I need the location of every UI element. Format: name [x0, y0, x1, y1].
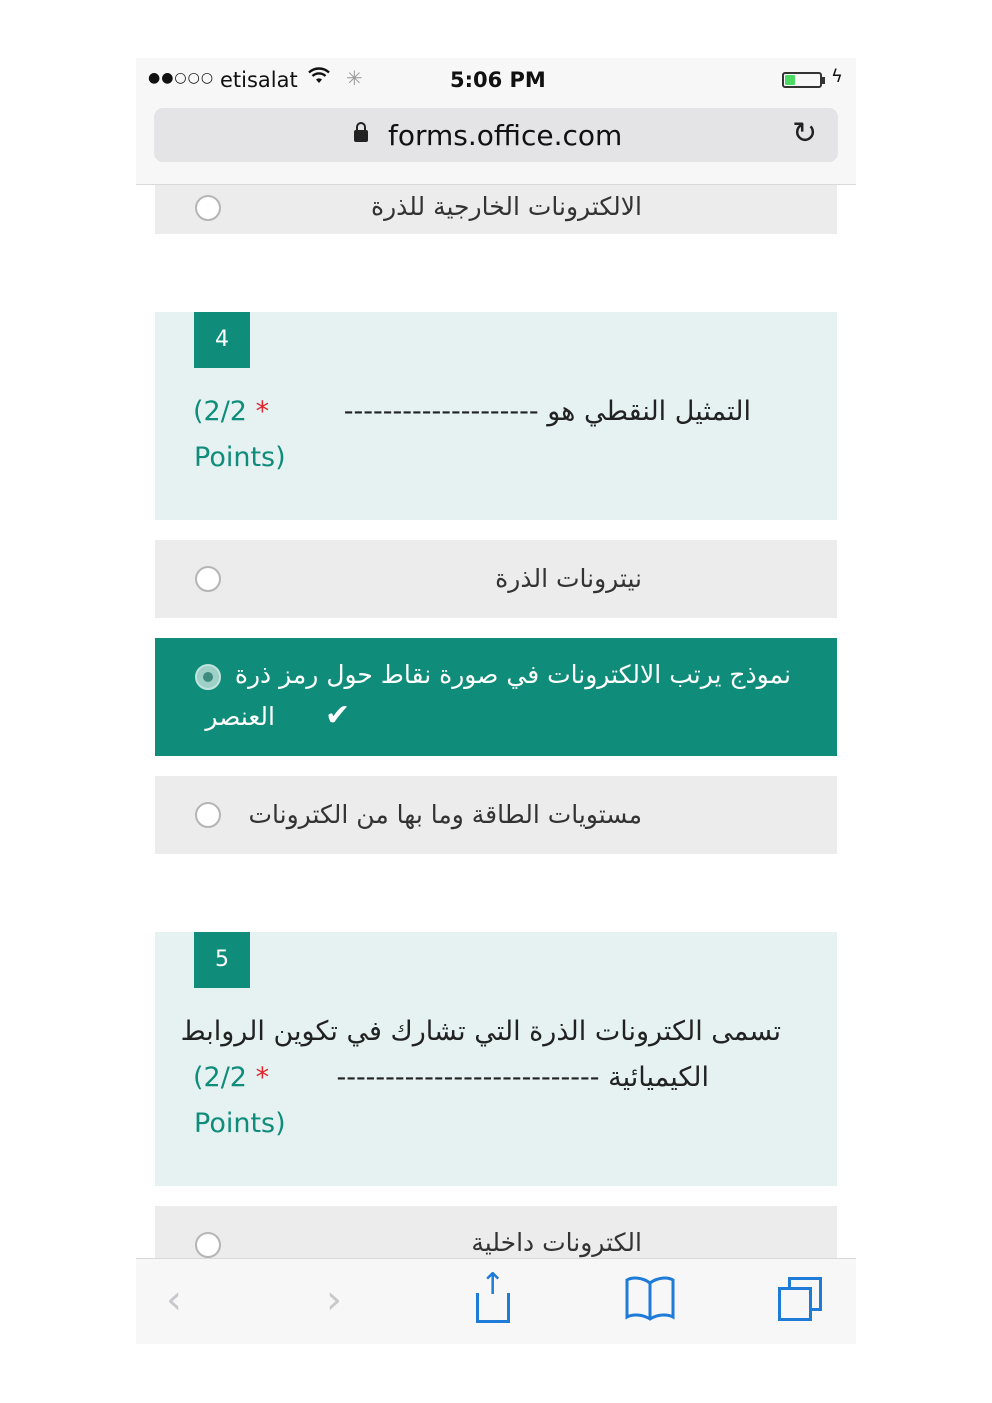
points-line: [193, 1062, 269, 1093]
back-button[interactable]: ‹: [166, 1277, 182, 1323]
address-bar[interactable]: [154, 108, 838, 162]
reload-icon[interactable]: ↻: [792, 116, 818, 151]
share-icon[interactable]: [476, 1267, 512, 1319]
option-q5-1[interactable]: [155, 1206, 837, 1266]
activity-spinner-icon: ✳: [346, 66, 363, 90]
option-label: الالكترونات الخارجية للذرة: [370, 192, 642, 221]
browser-toolbar: [136, 1258, 856, 1344]
points-label: Points): [194, 1108, 286, 1139]
charging-bolt-icon: ϟ: [831, 66, 843, 87]
points-line: [193, 396, 269, 427]
question-text-line2: الكيميائية ---------------------------: [336, 1062, 709, 1093]
tabs-icon[interactable]: [778, 1277, 824, 1323]
browser-top-bar: [136, 58, 856, 185]
carrier-name: etisalat: [220, 68, 298, 92]
radio-button[interactable]: [195, 1232, 221, 1258]
question-number: 4: [194, 312, 250, 368]
option-label: مستويات الطاقة وما بها من الكترونات: [248, 800, 642, 829]
radio-button[interactable]: [195, 195, 221, 221]
option-label-line2: العنصر: [205, 702, 275, 731]
question-text-line1: تسمى الكترونات الذرة التي تشارك في تكوين الروابط: [180, 1016, 781, 1047]
option-q4-3[interactable]: [155, 776, 837, 854]
question-card-4: [155, 312, 837, 520]
wifi-icon: [308, 66, 330, 90]
option-label: نيترونات الذرة: [495, 564, 642, 593]
battery-level: [785, 75, 795, 85]
required-star: *: [255, 1062, 270, 1093]
share-arrow: ↑: [480, 1267, 506, 1302]
required-star: *: [255, 396, 270, 427]
forward-button[interactable]: ›: [326, 1277, 342, 1323]
points-value: (2/2: [193, 396, 247, 427]
bookmarks-icon[interactable]: [624, 1275, 676, 1332]
option-q4-1[interactable]: [155, 540, 837, 618]
option-label-line1: نموذج يرتب الالكترونات في صورة نقاط حول رمز ذرة: [234, 660, 791, 689]
form-content: [136, 58, 856, 1343]
signal-strength: ●●○○○: [148, 70, 215, 86]
option-label: الكترونات داخلية: [471, 1228, 642, 1257]
points-label: Points): [194, 442, 286, 473]
url-text: forms.office.com: [388, 119, 623, 152]
points-value: (2/2: [193, 1062, 247, 1093]
radio-button[interactable]: [195, 802, 221, 828]
radio-button[interactable]: [195, 566, 221, 592]
question-number: 5: [194, 932, 250, 988]
battery-tip: [822, 77, 825, 84]
battery-icon: [782, 72, 822, 88]
option-q4-2-selected[interactable]: [155, 638, 837, 756]
tab-square-front: [778, 1287, 812, 1321]
status-time: 5:06 PM: [450, 68, 546, 92]
lock-icon: [354, 130, 368, 142]
radio-button-selected[interactable]: [195, 664, 221, 690]
question-text: التمثيل النقطي هو --------------------: [343, 396, 751, 427]
question-card-5: [155, 932, 837, 1186]
phone-screen: [136, 58, 856, 1343]
checkmark-icon: ✔: [325, 698, 351, 733]
status-bar: [136, 66, 856, 96]
